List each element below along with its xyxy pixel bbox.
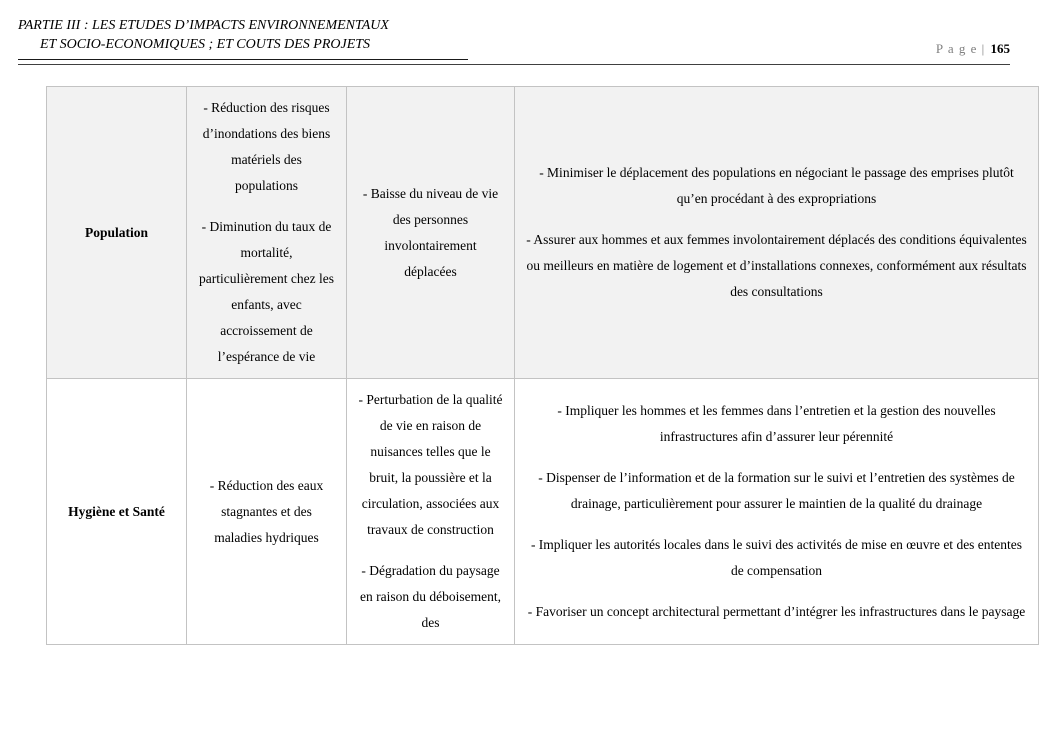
cell-category: Population — [47, 87, 187, 379]
cell-paragraph: - Impliquer les autorités locales dans le suivi des activités de mise en œuvre et des ententes de compensation — [530, 537, 1023, 578]
page-header — [0, 0, 1053, 65]
cell-col4 — [515, 87, 1039, 379]
cell-paragraph: - Dispenser de l’information et de la formation sur le suivi et l’entretien des systèmes de drainage, particulièrement pour assurer le maintien de la qualité du drainage — [538, 470, 1015, 511]
cell-paragraph: - Réduction des eaux stagnantes et des maladies hydriques — [209, 477, 324, 545]
cell-paragraph: - Diminution du taux de mortalité, particulièrement chez les enfants, avec accroissement de l’espérance de vie — [199, 219, 334, 364]
cell-col2 — [187, 87, 347, 379]
page-indicator — [936, 41, 1010, 60]
cell-paragraph: - Impliquer les hommes et les femmes dans l’entretien et la gestion des nouvelles infrastructures afin d’assurer leur pérennité — [557, 403, 996, 444]
cell-paragraph: - Réduction des risques d’inondations des biens matériels des populations — [202, 100, 331, 193]
table-row-population — [47, 87, 1039, 379]
cell-paragraph: - Minimiser le déplacement des populations en négociant le passage des emprises plutôt qu’en procédant à des expropriations — [539, 165, 1014, 206]
cell-paragraph: - Dégradation du paysage en raison du déboisement, des — [360, 563, 501, 630]
page-number: 165 — [990, 41, 1010, 56]
cell-col3 — [347, 379, 515, 645]
page-label: P a g e | — [935, 41, 986, 56]
title-line-2: ET SOCIO-ECONOMIQUES ; ET COUTS DES PROJETS — [40, 37, 371, 52]
header-row — [18, 16, 1010, 60]
impacts-table — [46, 86, 1039, 645]
cell-col2 — [187, 379, 347, 645]
title-line-1: PARTIE III : LES ETUDES D’IMPACTS ENVIRONNEMENTAUX — [18, 18, 389, 33]
cell-col4 — [515, 379, 1039, 645]
cell-paragraph: - Baisse du niveau de vie des personnes involontairement déplacées — [362, 185, 499, 279]
table-row-hygiene-sante — [47, 379, 1039, 645]
header-rule — [18, 64, 1010, 65]
cell-paragraph: - Perturbation de la qualité de vie en raison de nuisances telles que le bruit, la poussière et la circulation, associées aux travaux de construction — [358, 392, 503, 537]
cell-col3 — [347, 87, 515, 379]
cell-paragraph: - Favoriser un concept architectural permettant d’intégrer les infrastructures dans le paysage — [527, 604, 1026, 619]
cell-paragraph: - Assurer aux hommes et aux femmes involontairement déplacés des conditions équivalentes ou meilleurs en matière de logement et d’installations connexes, conformément aux résultats des consultations — [526, 232, 1027, 299]
document-title — [18, 16, 468, 60]
cell-category: Hygiène et Santé — [47, 379, 187, 645]
